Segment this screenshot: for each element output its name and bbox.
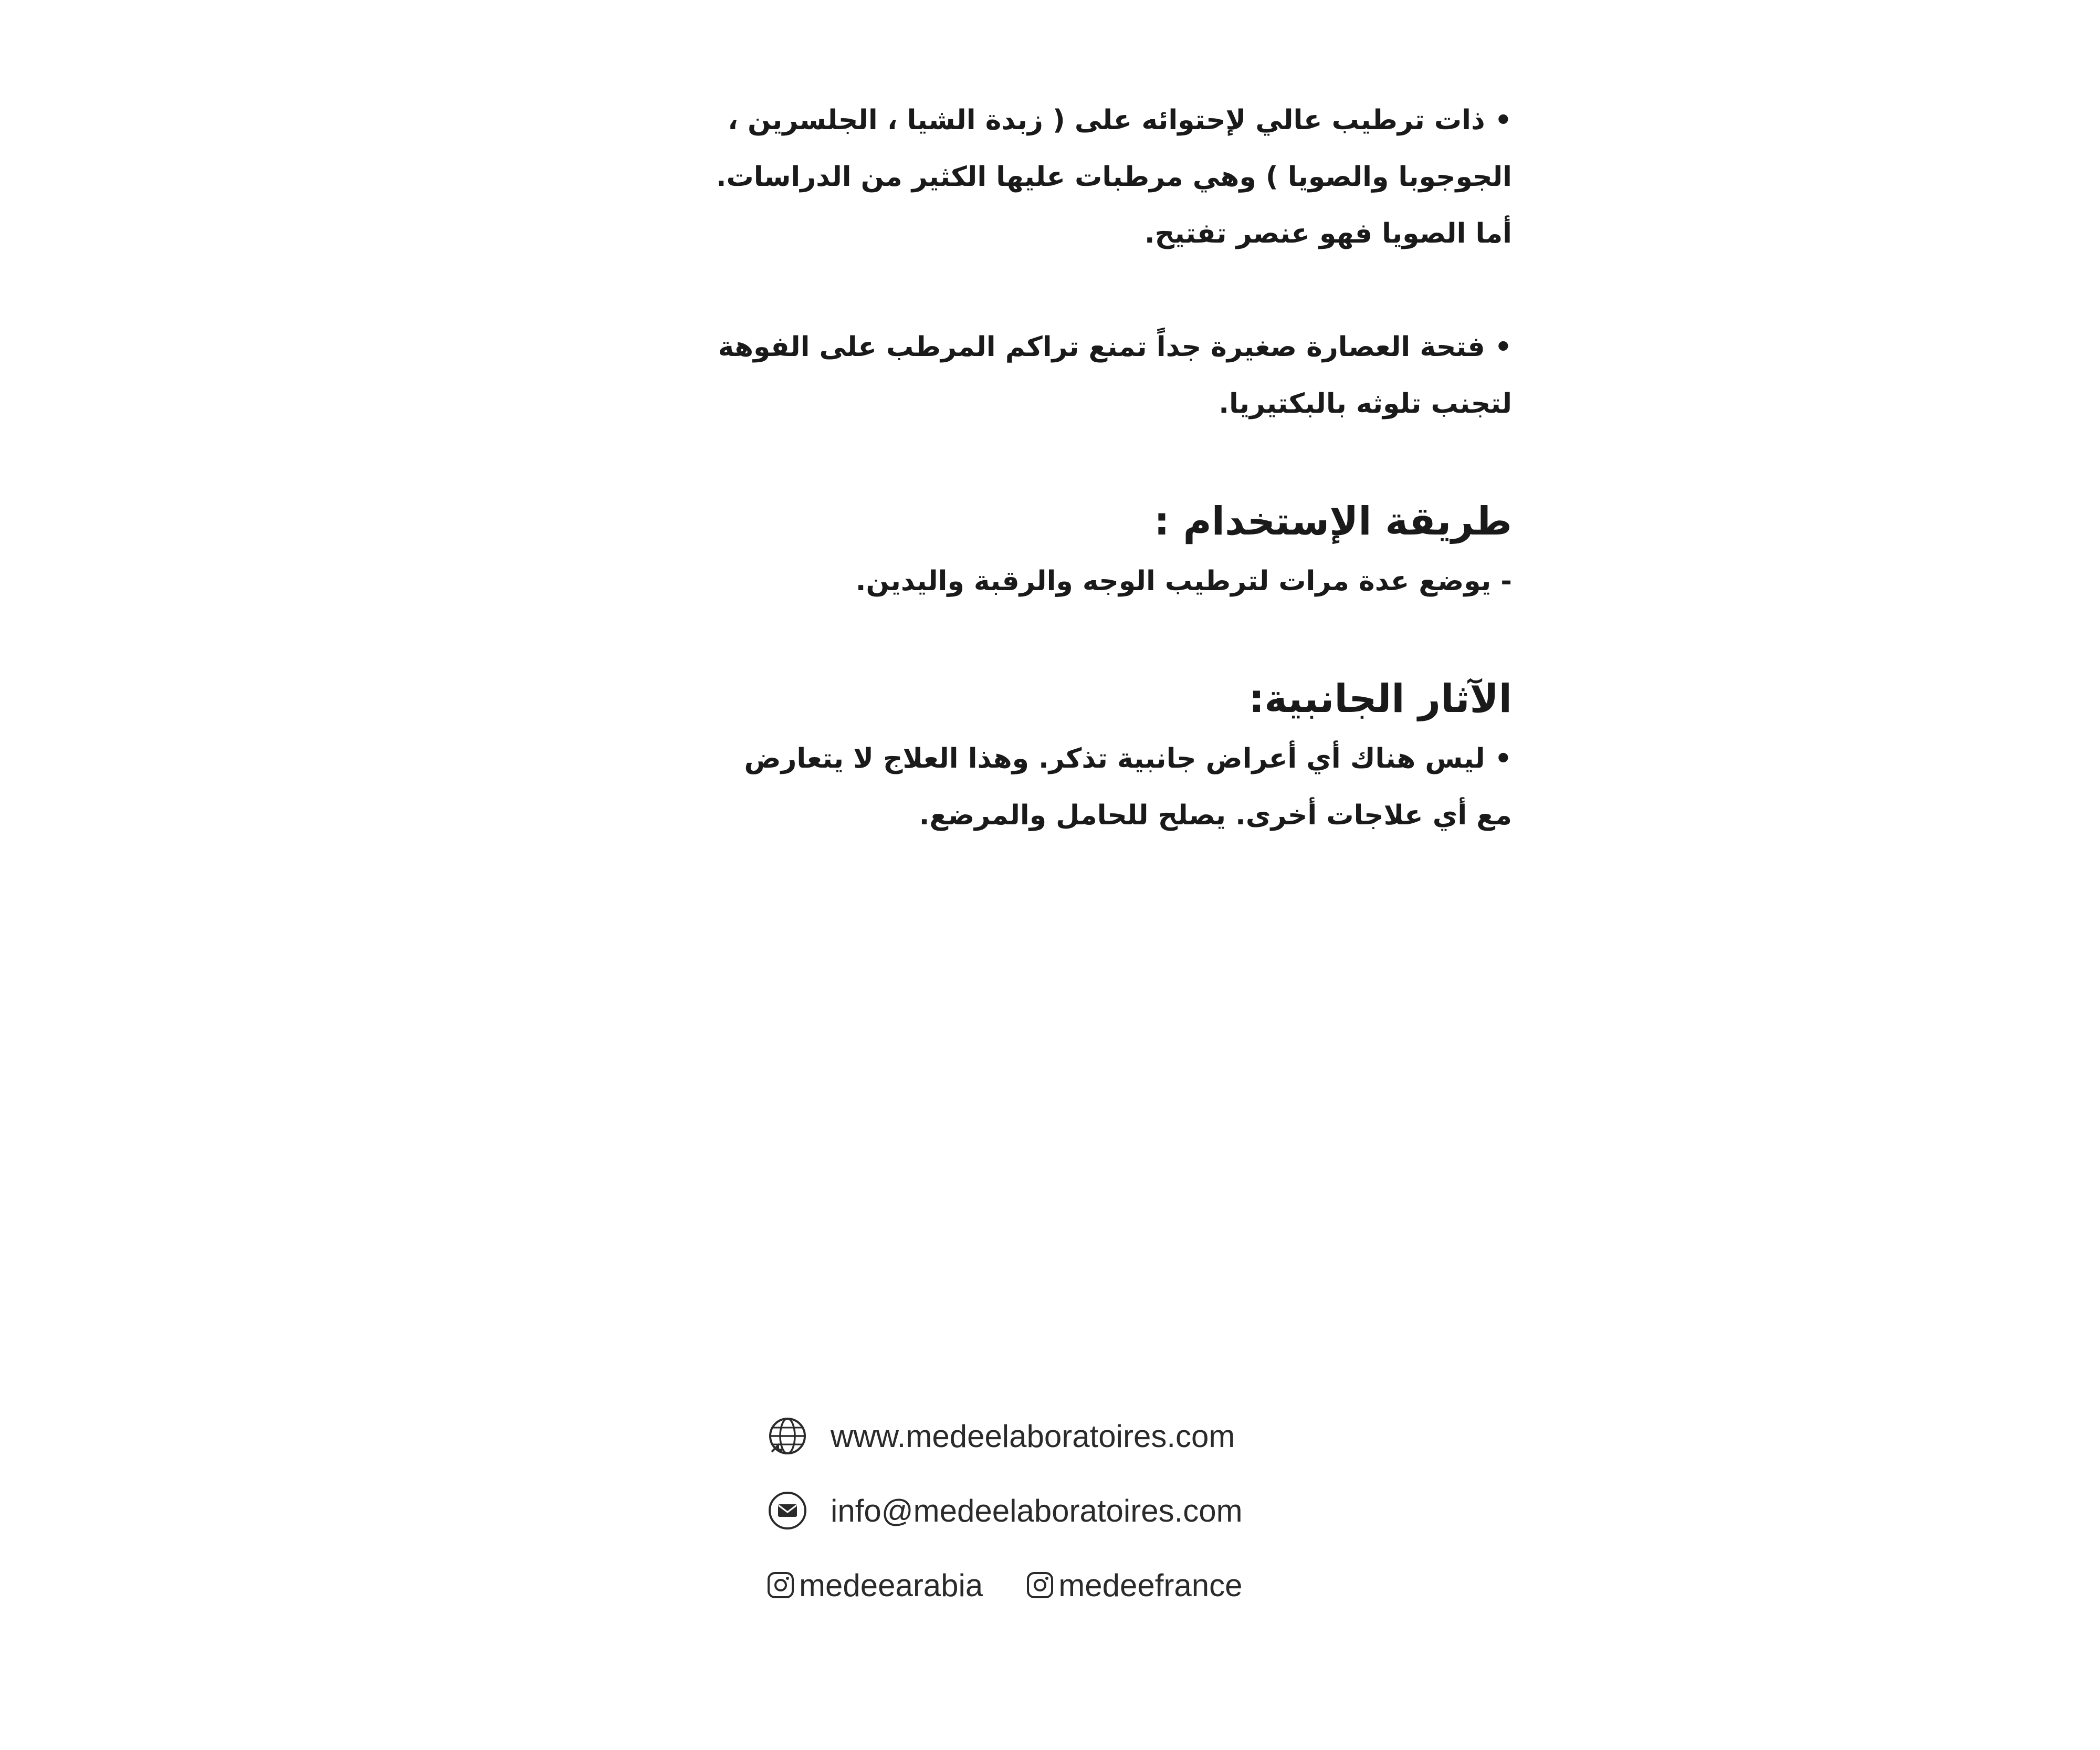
text-line: • فتحة العصارة صغيرة جداً تمنع تراكم المرطب على الفوهة (718, 331, 1512, 363)
benefit-paragraph-moisturizing (604, 92, 1512, 262)
side-effects-heading: الآثار الجانبية: (1248, 676, 1512, 721)
social-row (766, 1562, 1396, 1609)
instagram-arabia[interactable] (766, 1567, 983, 1604)
instagram-icon (1026, 1571, 1054, 1599)
text-line: • ليس هناك أي أعراض جانبية تذكر. وهذا العلاج لا يتعارض (744, 743, 1512, 774)
text-line: - يوضع عدة مرات لترطيب الوجه والرقبة واليدين. (855, 565, 1512, 597)
usage-heading: طريقة الإستخدام : (1154, 499, 1512, 544)
instagram-handle-arabia[interactable]: medeearabia (799, 1567, 983, 1603)
instagram-france[interactable] (1026, 1567, 1242, 1604)
product-description (604, 92, 1512, 844)
instagram-icon (766, 1571, 795, 1599)
spacer (604, 262, 1512, 319)
text-line: لتجنب تلوثه بالبكتيريا. (1219, 388, 1512, 420)
website-link[interactable]: www.medeelaboratoires.com (831, 1418, 1235, 1454)
side-effects-text (604, 730, 1512, 844)
usage-text (604, 553, 1512, 610)
benefit-paragraph-nozzle (604, 319, 1512, 432)
text-line: • ذات ترطيب عالي لإحتوائه على ( زبدة الشيا ، الجلسرين ، (728, 104, 1512, 136)
email-row[interactable] (766, 1487, 1396, 1534)
text-line: أما الصويا فهو عنصر تفتيح. (1144, 218, 1512, 249)
mail-icon (766, 1490, 808, 1532)
website-row[interactable] (766, 1412, 1396, 1460)
instagram-handle-france[interactable]: medeefrance (1058, 1567, 1243, 1603)
spacer (604, 610, 1512, 667)
globe-icon (766, 1415, 808, 1457)
email-link[interactable]: info@medeelaboratoires.com (831, 1493, 1243, 1528)
text-line: مع أي علاجات أخرى. يصلح للحامل والمرضع. (919, 800, 1512, 831)
text-line: الجوجوبا والصويا ) وهي مرطبات عليها الكثير من الدراسات. (716, 161, 1512, 193)
contact-footer (766, 1412, 1396, 1609)
spacer (604, 432, 1512, 490)
